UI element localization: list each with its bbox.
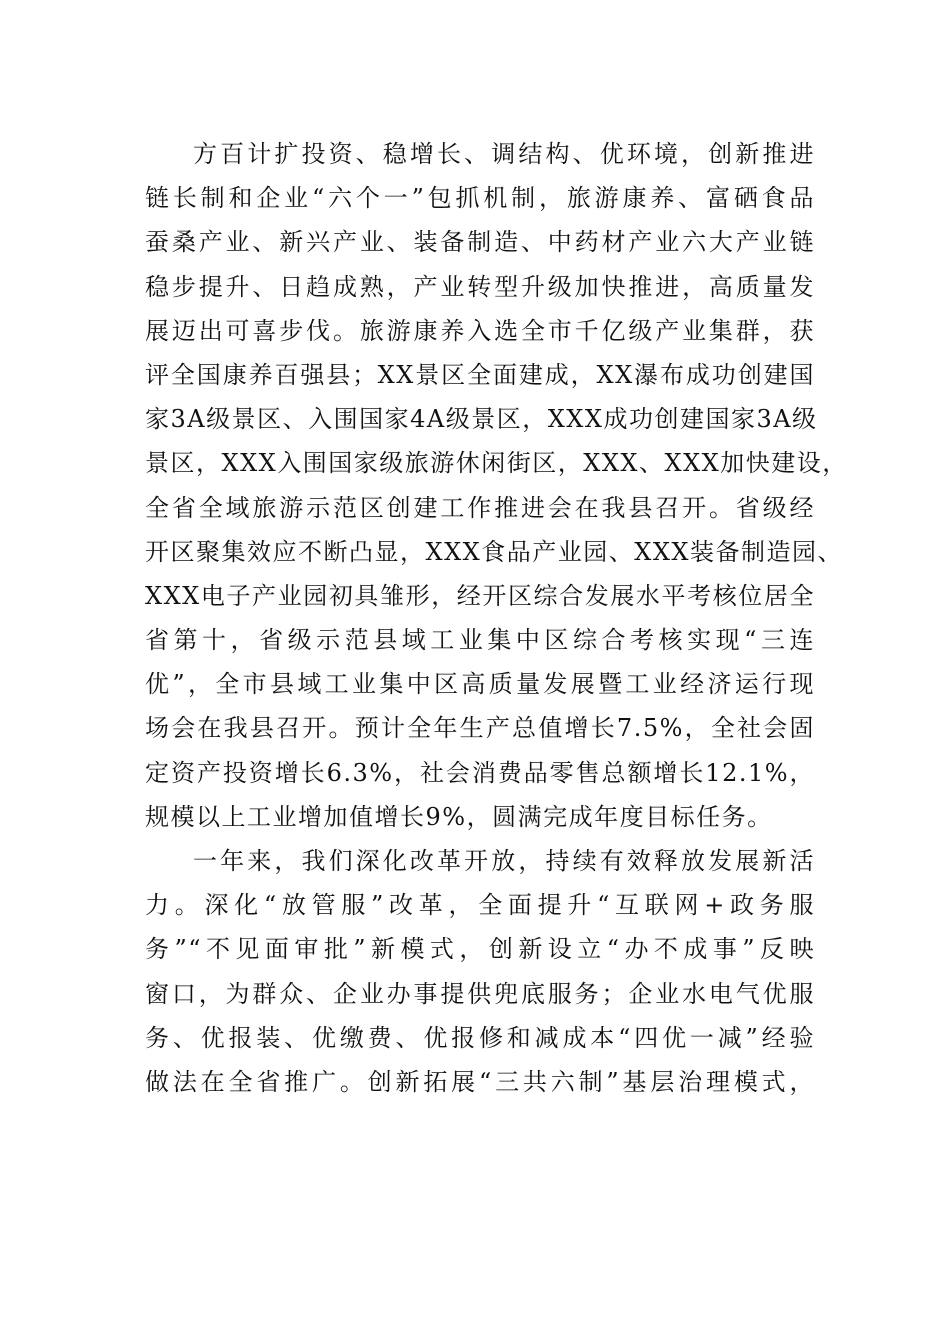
paragraph-line: 做法在全省推广。创新拓展“三共六制”基层治理模式， <box>145 1067 815 1096</box>
paragraph-line: 务”“不见面审批”新模式，创新设立“办不成事”反映 <box>145 935 815 964</box>
document-body <box>145 132 848 1104</box>
paragraph-line: 评全国康养百强县；XX景区全面建成，XX瀑布成功创建国 <box>145 360 815 389</box>
paragraph-line: 省第十，省级示范县域工业集中区综合考核实现“三连 <box>145 626 815 655</box>
paragraph-line: 景区，XXX入围国家级旅游休闲街区，XXX、XXX加快建设， <box>145 449 848 478</box>
paragraph-line: 务、优报装、优缴费、优报修和减成本“四优一减”经验 <box>145 1023 815 1052</box>
paragraph-line: 蚕桑产业、新兴产业、装备制造、中药材产业六大产业链 <box>145 228 815 257</box>
paragraph-line: 链长制和企业“六个一”包抓机制，旅游康养、富硒食品 <box>145 184 815 213</box>
paragraph <box>145 839 815 1104</box>
paragraph-line: 优”，全市县域工业集中区高质量发展暨工业经济运行现 <box>145 670 815 699</box>
paragraph-line: 规模以上工业增加值增长9%，圆满完成年度目标任务。 <box>145 802 773 831</box>
paragraph-line: 展迈出可喜步伐。旅游康养入选全市千亿级产业集群，获 <box>145 316 815 345</box>
paragraph-line: 方百计扩投资、稳增长、调结构、优环境，创新推进 <box>193 140 815 168</box>
paragraph-line: 稳步提升、日趋成熟，产业转型升级加快推进，高质量发 <box>145 272 815 301</box>
paragraph <box>145 132 848 839</box>
paragraph-line: 定资产投资增长6.3%，社会消费品零售总额增长12.1%， <box>145 758 815 787</box>
paragraph-line: 窗口，为群众、企业办事提供兜底服务；企业水电气优服 <box>145 979 815 1008</box>
paragraph-line: 一年来，我们深化改革开放，持续有效释放发展新活 <box>193 847 815 875</box>
paragraph-line: 力。深化“放管服”改革，全面提升“互联网+政务服 <box>145 891 815 920</box>
paragraph-line: 场会在我县召开。预计全年生产总值增长7.5%，全社会固 <box>145 714 815 743</box>
paragraph-line: 全省全域旅游示范区创建工作推进会在我县召开。省级经 <box>145 493 815 522</box>
paragraph-line: 开区聚集效应不断凸显，XXX食品产业园、XXX装备制造园、 <box>145 537 844 566</box>
paragraph-line: 家3A级景区、入围国家4A级景区，XXX成功创建国家3A级 <box>145 405 818 434</box>
paragraph-line: XXX电子产业园初具雏形，经开区综合发展水平考核位居全 <box>145 581 815 610</box>
